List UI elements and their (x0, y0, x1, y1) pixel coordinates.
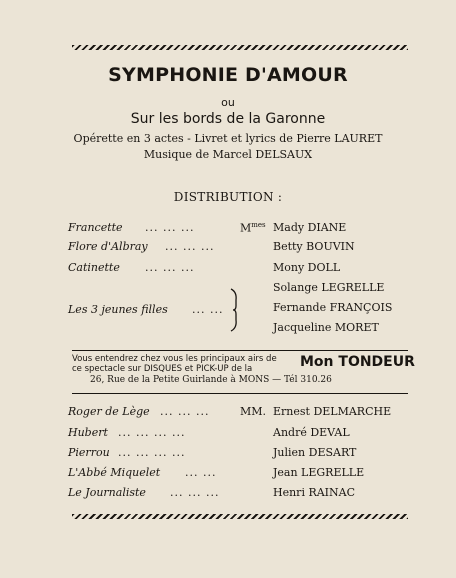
actor-julien-desart: Julien DESART (273, 446, 357, 459)
title-conjunction: ou (221, 96, 235, 109)
ad-divider-bottom (72, 393, 408, 394)
role-catinette: Catinette (68, 261, 120, 274)
actor-mony-doll: Mony DOLL (273, 261, 341, 274)
actor-henri-rainac: Henri RAINAC (273, 486, 356, 499)
role-jeunes-filles: Les 3 jeunes filles (68, 303, 168, 316)
page-title: SYMPHONIE D'AMOUR (108, 64, 348, 86)
brace-icon (228, 288, 238, 332)
distribution-heading: DISTRIBUTION : (173, 190, 283, 204)
credit-line-2: Musique de Marcel DELSAUX (143, 148, 313, 161)
role-flore-dalbray: Flore d'Albray (68, 240, 148, 253)
ad-address: 26, Rue de la Petite Guirlande à MONS — Tél 310.26 (90, 375, 332, 385)
leader-dots: ... ... ... (145, 261, 195, 274)
leader-dots: ... ... (185, 466, 217, 479)
leader-dots: ... ... ... (165, 240, 215, 253)
actor-andre-deval: André DEVAL (273, 426, 350, 439)
leader-dots: ... ... ... (160, 405, 210, 418)
actor-jacqueline-moret: Jacqueline MORET (273, 321, 379, 334)
role-hubert: Hubert (68, 426, 108, 439)
subtitle: Sur les bords de la Garonne (130, 111, 326, 127)
prefix-sup: mes (251, 221, 266, 229)
leader-dots: ... ... ... (145, 221, 195, 234)
top-decorative-rule (72, 45, 408, 50)
ad-line-2: ce spectacle sur DISQUES et PICK-UP de la (72, 364, 253, 374)
role-pierrou: Pierrou (68, 446, 110, 459)
actor-jean-legrelle: Jean LEGRELLE (273, 466, 365, 479)
actor-prefix: MM. (240, 405, 267, 418)
role-abbe-miquelet: L'Abbé Miquelet (68, 466, 161, 479)
prefix-m: M (240, 221, 252, 235)
actor-mady-diane: Mady DIANE (273, 221, 347, 234)
ad-divider-top (72, 350, 408, 351)
leader-dots: ... ... ... ... (118, 446, 186, 459)
role-francette: Francette (68, 221, 123, 234)
actor-ernest-delmarche: Ernest DELMARCHE (273, 405, 392, 418)
actor-fernande-francois: Fernande FRANÇOIS (273, 301, 393, 314)
actor-solange-legrelle: Solange LEGRELLE (273, 281, 385, 294)
actor-betty-bouvin: Betty BOUVIN (273, 240, 355, 253)
role-roger-de-lege: Roger de Lège (68, 405, 150, 418)
bottom-decorative-rule (72, 514, 408, 519)
ad-brand: Mon TONDEUR (300, 354, 415, 370)
leader-dots: ... ... ... (170, 486, 220, 499)
leader-dots: ... ... (192, 303, 224, 316)
role-le-journaliste: Le Journaliste (68, 486, 146, 499)
ad-line-1: Vous entendrez chez vous les principaux airs de (72, 354, 277, 364)
actor-prefix (240, 221, 266, 235)
leader-dots: ... ... ... ... (118, 426, 186, 439)
credit-line-1: Opérette en 3 actes - Livret et lyrics de Pierre LAURET (73, 132, 383, 145)
